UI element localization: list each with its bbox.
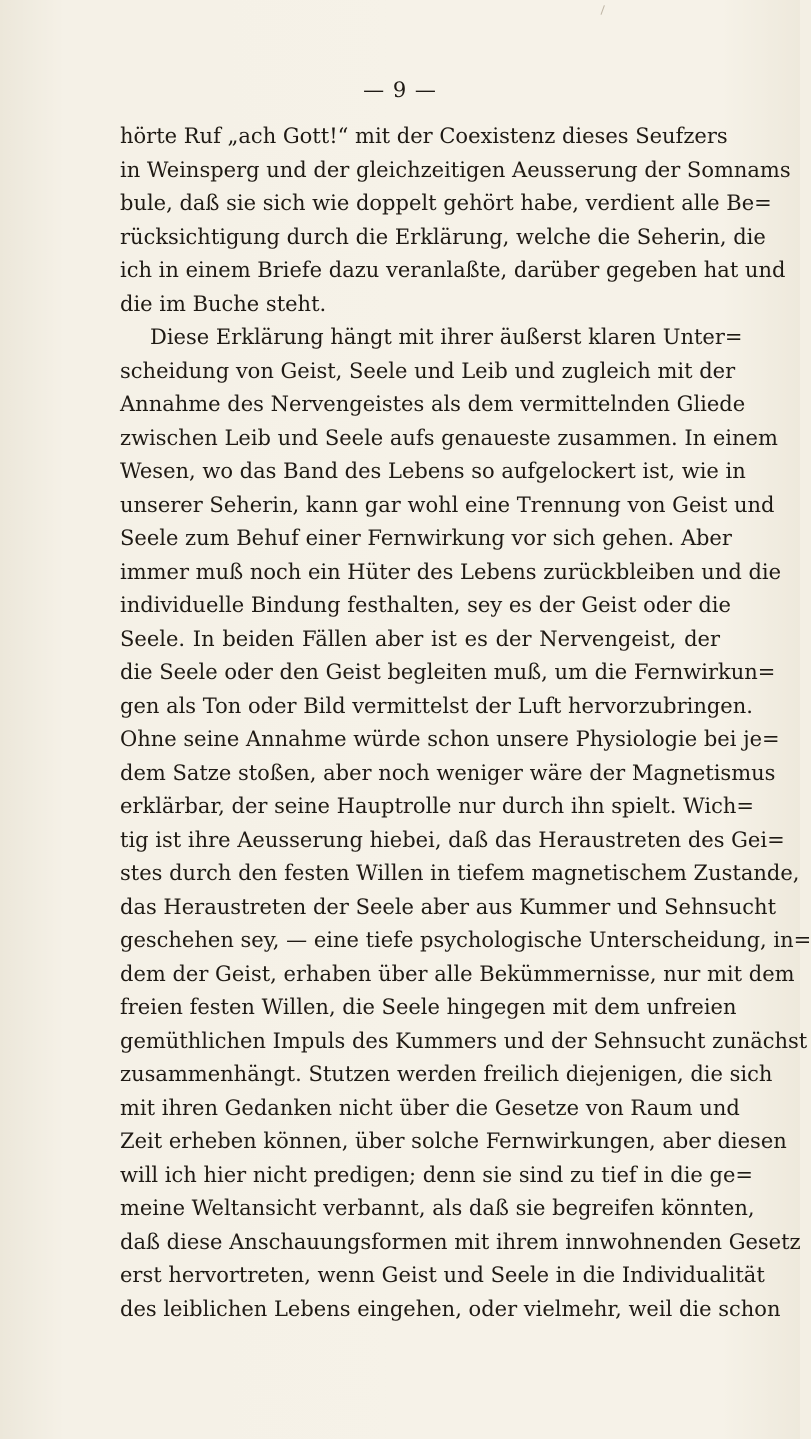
text-line: hörte Ruf „ach Gott!“ mit der Coexistenz dieses Seufzers (120, 124, 728, 148)
text-line: Wesen, wo das Band des Lebens so aufgelockert ist, wie in (120, 459, 746, 483)
text-line: Seele zum Behuf einer Fernwirkung vor sich gehen. Aber (120, 526, 732, 550)
text-line: scheidung von Geist, Seele und Leib und zugleich mit der (120, 358, 736, 383)
text-line: Ohne seine Annahme würde schon unsere Physiologie bei je= (120, 727, 780, 751)
text-line: das Heraustreten der Seele aber aus Kummer und Sehnsucht (120, 894, 777, 919)
text-line: gen als Ton oder Bild vermittelst der Luft hervorzubringen. (120, 693, 753, 718)
text-line: erst hervortreten, wenn Geist und Seele in die Individualität (120, 1263, 765, 1287)
text-line: tig ist ihre Aeusserung hiebei, daß das Heraustreten des Gei= (120, 827, 785, 852)
text-line: individuelle Bindung festhalten, sey es der Geist oder die (120, 593, 731, 617)
text-line: erklärbar, der seine Hauptrolle nur durch ihn spielt. Wich= (120, 794, 754, 818)
text-line: bule, daß sie sich wie doppelt gehört habe, verdient alle Be= (120, 191, 772, 215)
page-body-text (120, 120, 811, 1326)
text-line: des leiblichen Lebens eingehen, oder vielmehr, weil die schon (120, 1296, 781, 1321)
text-line: Annahme des Nervengeistes als dem vermittelnden Gliede (120, 392, 746, 416)
text-line: dem Satze stoßen, aber noch weniger wäre der Magnetismus (120, 760, 776, 785)
text-line: rücksichtigung durch die Erklärung, welche die Seherin, die (120, 224, 766, 249)
text-line: zwischen Leib und Seele aufs genaueste zusammen. In einem (120, 425, 778, 450)
text-line: stes durch den festen Willen in tiefem magnetischem Zustande, (120, 861, 800, 885)
paper-speck (601, 5, 611, 17)
text-line: mit ihren Gedanken nicht über die Gesetze von Raum und (120, 1095, 740, 1120)
text-line: unserer Seherin, kann gar wohl eine Trennung von Geist und (120, 492, 775, 517)
text-line: in Weinsperg und der gleichzeitigen Aeusserung der Somnams (120, 157, 791, 182)
text-line: dem der Geist, erhaben über alle Bekümmernisse, nur mit dem (120, 961, 795, 986)
text-line: freien festen Willen, die Seele hingegen mit dem unfreien (120, 995, 737, 1019)
text-line: geschehen sey, — eine tiefe psychologische Unterscheidung, in= (120, 928, 811, 952)
text-line: zusammenhängt. Stutzen werden freilich diejenigen, die sich (120, 1062, 773, 1086)
text-line: Diese Erklärung hängt mit ihrer äußerst klaren Unter= (150, 325, 743, 349)
text-line: ich in einem Briefe dazu veranlaßte, darüber gegeben hat und (120, 258, 786, 282)
text-line: will ich hier nicht predigen; denn sie sind zu tief in die ge= (120, 1162, 753, 1187)
page-number-header: — 9 — (363, 78, 437, 102)
text-line: Zeit erheben können, über solche Fernwirkungen, aber diesen (120, 1129, 787, 1153)
text-line: meine Weltansicht verbannt, als daß sie begreifen könnten, (120, 1196, 755, 1220)
text-line: immer muß noch ein Hüter des Lebens zurückbleiben und die (120, 559, 782, 584)
text-line: Seele. In beiden Fällen aber ist es der Nervengeist, der (120, 626, 720, 651)
text-line: die Seele oder den Geist begleiten muß, um die Fernwirkun= (120, 660, 776, 684)
text-line: gemüthlichen Impuls des Kummers und der Sehnsucht zunächst (120, 1028, 808, 1053)
text-line: daß diese Anschauungsformen mit ihrem innwohnenden Gesetz (120, 1229, 801, 1254)
text-line: die im Buche steht. (120, 291, 327, 316)
